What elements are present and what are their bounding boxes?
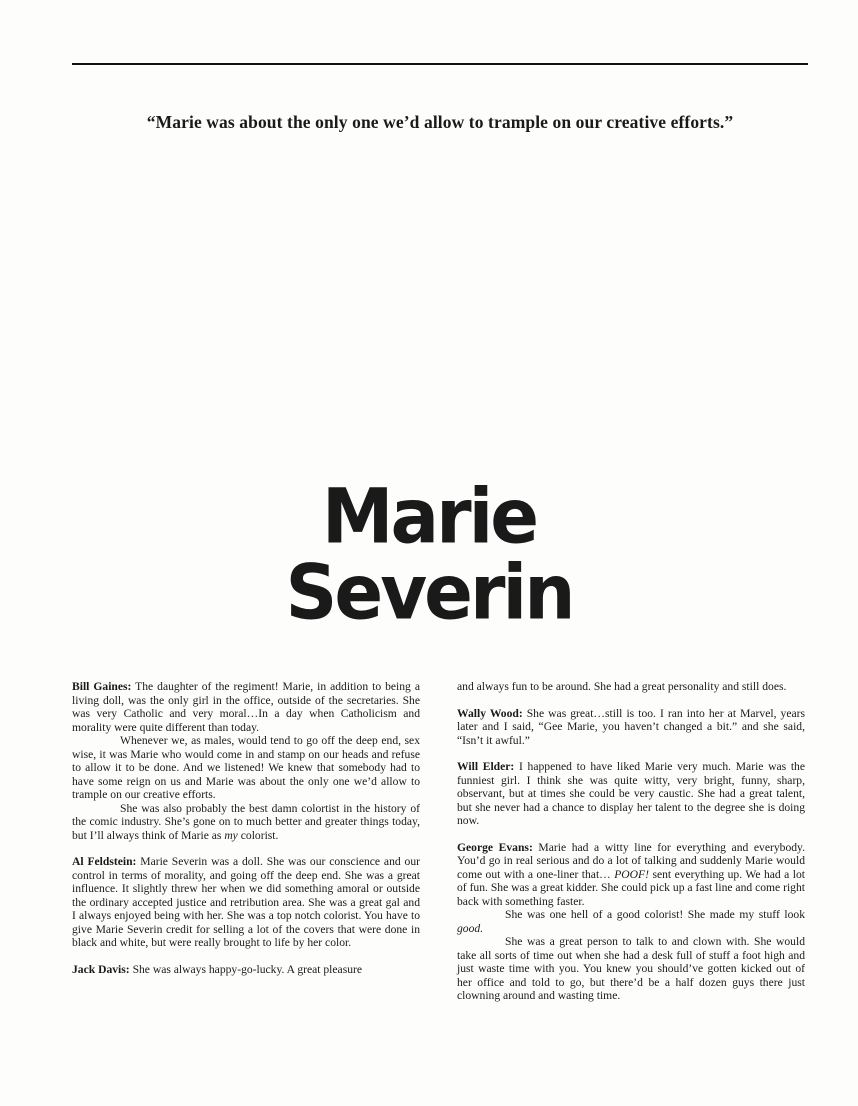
paragraph-text: Marie Severin was a doll. She was our conscience and our control in terms of morality, and going off the deep end. She was a great influence. It slightly threw her when we did something amoral or outside the ordinary accepted justice and retribution area. She was a great gal and I always enjoyed being with her. She was a top notch colorist. You have to give Marie Severin credit for selling a lot of the covers that were done in black and white, but were really brought to life by her color.: [72, 855, 420, 949]
paragraph: and always fun to be around. She had a great personality and still does.: [457, 680, 787, 693]
paragraph: [72, 855, 420, 950]
entry-wally-wood: [457, 707, 805, 748]
speaker-name: Wally Wood:: [457, 706, 523, 720]
speaker-name: Jack Davis:: [72, 962, 130, 976]
paragraph: She was a great person to talk to and clown with. She would take all sorts of time out when she had a desk full of stuff a foot high and just waste time with you. You knew you should’ve gotten kicked out of her office and told to go, but there’d be a half dozen guys there just clowning around and wasting time.: [457, 935, 805, 1002]
paragraph-text: She was great…still is too. I ran into her at Marvel, years later and I said, “Gee Marie, you haven’t changed a bit.” and she said, “Isn’t it awful.”: [457, 706, 805, 747]
entry-will-elder: [457, 760, 805, 828]
emphasis-text: good.: [457, 921, 484, 935]
paragraph: [72, 802, 420, 843]
pull-quote: “Marie was about the only one we’d allow to trample on our creative efforts.”: [146, 112, 734, 132]
paragraph-text: I happened to have liked Marie very much. Marie was the funniest girl. I think she was quite witty, very bright, funny, sharp, observant, but at times she could be very caustic. She had a great talent, but she never had a chance to display her talent to the degree she is doing now.: [457, 760, 805, 827]
paragraph: [457, 841, 805, 909]
top-rule: [72, 63, 808, 65]
paragraph: [457, 908, 805, 935]
paragraph: [72, 963, 420, 977]
speaker-name: George Evans:: [457, 840, 533, 854]
paragraph-text: sent everything up. We had a lot of fun. She was a great kidder. She could pick up a fast line and come right back with something faster.: [457, 867, 805, 908]
entry-al-feldstein: [72, 855, 420, 950]
entry-george-evans: [457, 841, 805, 1003]
paragraph-text: She was always happy-go-lucky. A great pleasure: [132, 962, 363, 976]
entry-jack-davis-continued: [457, 680, 805, 694]
speaker-name: Will Elder:: [457, 760, 515, 773]
paragraph-text: She was also probably the best damn colortist in the history of the comic industry. She’s gone on to much better and greater things today, but I’ll always think of Marie as: [72, 801, 420, 842]
paragraph-text: She was one hell of a good colorist! She made my stuff look: [505, 908, 805, 921]
paragraph: [72, 680, 420, 734]
paragraph-text: colorist.: [240, 828, 279, 842]
emphasis-text: my: [224, 828, 238, 842]
right-column: [457, 680, 805, 1016]
speaker-name: Bill Gaines:: [72, 680, 132, 693]
left-column: [72, 680, 420, 989]
paragraph-text: Marie had a witty line for everything and everybody. You’d go in real serious and do a lot of talking and suddenly Marie would come out with a one-liner that…: [457, 840, 805, 881]
title-last-name: Severin: [285, 547, 573, 637]
title-first-name: Marie: [321, 471, 537, 561]
emphasis-text: POOF!: [614, 867, 649, 881]
entry-bill-gaines: [72, 680, 420, 842]
paragraph: [457, 707, 805, 748]
speaker-name: Al Feldstein:: [72, 855, 137, 868]
paragraph: [457, 760, 805, 828]
entry-jack-davis: [72, 963, 420, 977]
paragraph: Whenever we, as males, would tend to go off the deep end, sex wise, it was Marie who would come in and stamp on our heads and refuse to allow it to be done. And we listened! We knew that somebody had to have some reign on us and Marie was about the only one we’d allow to trample on our creative efforts.: [72, 734, 420, 801]
paragraph-text: The daughter of the regiment! Marie, in addition to being a living doll, was the only girl in the office, outside of the secretaries. She was very Catholic and very moral…In a day when Catholicism and morality were quite different than today.: [72, 680, 420, 734]
